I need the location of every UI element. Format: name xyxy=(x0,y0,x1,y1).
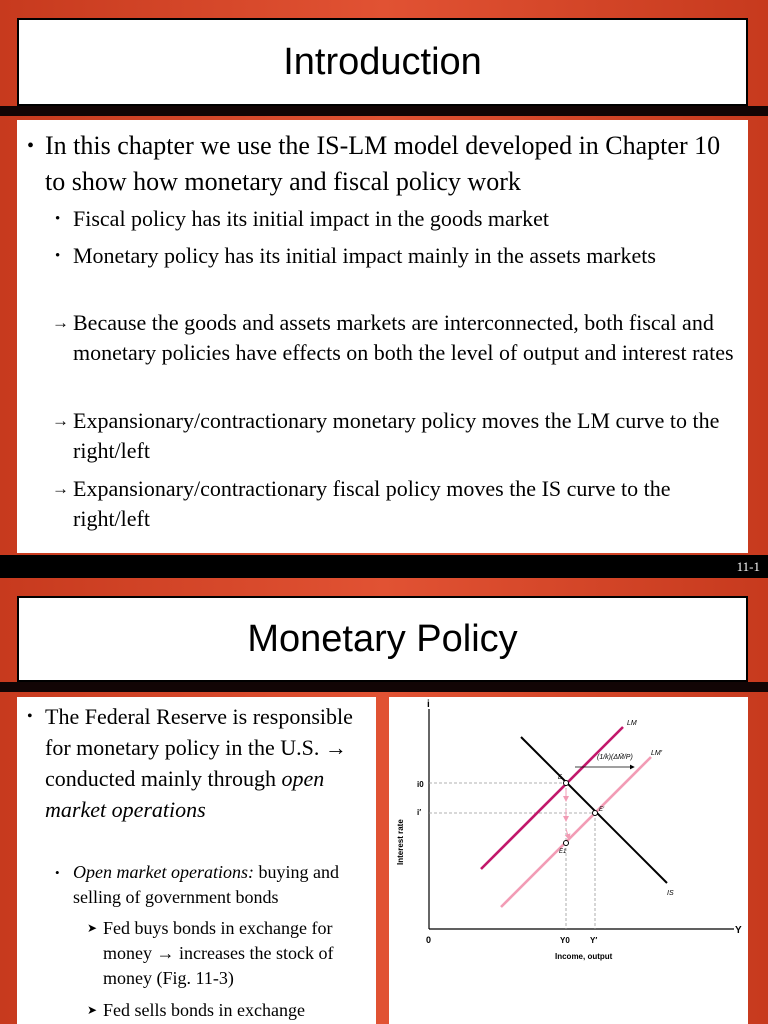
bullet-icon: • xyxy=(27,135,35,157)
point-E-prime xyxy=(593,811,598,816)
emphasis-text: open market operations xyxy=(45,766,325,822)
x-axis-label: Income, output xyxy=(555,952,613,961)
slide-title xyxy=(17,596,748,682)
slide-title-text: Introduction xyxy=(283,40,482,83)
arrow-right-icon: → xyxy=(52,479,69,498)
point-label: E1 xyxy=(559,849,567,855)
bullet-text: In this chapter we use the IS-LM model developed in Chapter 10 to show how monetary and fiscal policy work xyxy=(45,131,721,196)
list-item xyxy=(87,916,368,991)
arrow-bullet-text: Expansionary/contractionary monetary policy moves the LM curve to the right/left xyxy=(73,408,720,463)
slide-title-text: Monetary Policy xyxy=(247,617,518,660)
slide-content xyxy=(17,120,748,553)
triangle-bullet-icon: ➤ xyxy=(87,1003,98,1017)
chart-panel xyxy=(389,697,748,1024)
x-tick-label: Y0 xyxy=(560,936,570,945)
y-tick-label: i′ xyxy=(417,808,422,817)
sub-bullet-text: buying and selling of government bonds xyxy=(73,862,339,907)
point-label: E′ xyxy=(599,807,605,813)
is-curve xyxy=(521,737,667,883)
x-tick-label: Y′ xyxy=(590,936,598,945)
title-divider xyxy=(0,106,768,116)
series-label-1: LM′ xyxy=(651,750,663,757)
emphasis-text: Open market operations: xyxy=(73,862,254,882)
bullet-icon: • xyxy=(55,211,61,227)
title-divider xyxy=(0,682,768,692)
series-label-2: IS xyxy=(667,890,674,897)
list-item-text: Fed sells bonds in exchange xyxy=(103,1000,305,1020)
text-panel xyxy=(17,697,376,1024)
arrow-bullet-item xyxy=(52,308,738,368)
y-tick-label: i0 xyxy=(417,780,424,789)
y-axis-symbol: i xyxy=(427,699,430,710)
triangle-bullet-icon: ➤ xyxy=(87,921,98,935)
lm-curve xyxy=(481,727,623,869)
bullet-item xyxy=(27,128,745,200)
sub-bullet-item xyxy=(55,241,738,271)
arrow-right-icon: → xyxy=(52,411,69,430)
sub-bullet-text: Monetary policy has its initial impact mainly in the assets markets xyxy=(73,243,656,268)
sub-bullet-item xyxy=(55,204,738,234)
list-item-text: Fed buys bonds in exchange for money xyxy=(103,918,333,963)
point-E xyxy=(564,781,569,786)
series-label-0: LM xyxy=(627,720,637,727)
x-axis-symbol: Y xyxy=(735,925,742,936)
arrow-bullet-item xyxy=(52,474,738,534)
slide-footer xyxy=(0,555,768,578)
islm-chart xyxy=(389,697,748,1024)
arrow-right-icon: → xyxy=(156,943,175,963)
sub-bullet-item xyxy=(55,860,363,910)
bullet-text-cont: conducted mainly through xyxy=(45,766,276,791)
list-item-text-cont: increases the stock of money (Fig. 11-3) xyxy=(103,943,334,988)
sub-bullet-text: Fiscal policy has its initial impact in the goods market xyxy=(73,206,549,231)
point-label: E xyxy=(558,775,563,781)
arrow-bullet-item xyxy=(52,406,738,466)
list-item xyxy=(87,998,368,1023)
arrow-bullet-text: Expansionary/contractionary fiscal policy moves the IS curve to the right/left xyxy=(73,476,671,531)
bullet-item xyxy=(27,701,365,825)
slide-title xyxy=(17,18,748,106)
slide-number: 11-1 xyxy=(736,559,760,574)
bullet-text: The Federal Reserve is responsible for monetary policy in the U.S. xyxy=(45,704,353,760)
lm-prime-curve xyxy=(501,757,651,907)
origin-label: 0 xyxy=(426,935,432,945)
bullet-icon: • xyxy=(27,708,33,725)
bullet-icon: • xyxy=(55,248,61,264)
shift-annotation: (1/k)(ΔM̄/P) xyxy=(597,754,633,761)
path-arrow xyxy=(566,829,569,839)
arrow-right-icon: → xyxy=(324,735,347,760)
arrow-right-icon: → xyxy=(52,313,69,332)
arrow-bullet-text: Because the goods and assets markets are interconnected, both fiscal and monetary policies have effects on both the level of output and interest rates xyxy=(73,310,734,365)
bullet-icon: • xyxy=(55,865,60,880)
point-E1 xyxy=(564,841,569,846)
y-axis-label: Interest rate xyxy=(396,819,405,865)
slide-monetary-policy xyxy=(0,590,768,1024)
